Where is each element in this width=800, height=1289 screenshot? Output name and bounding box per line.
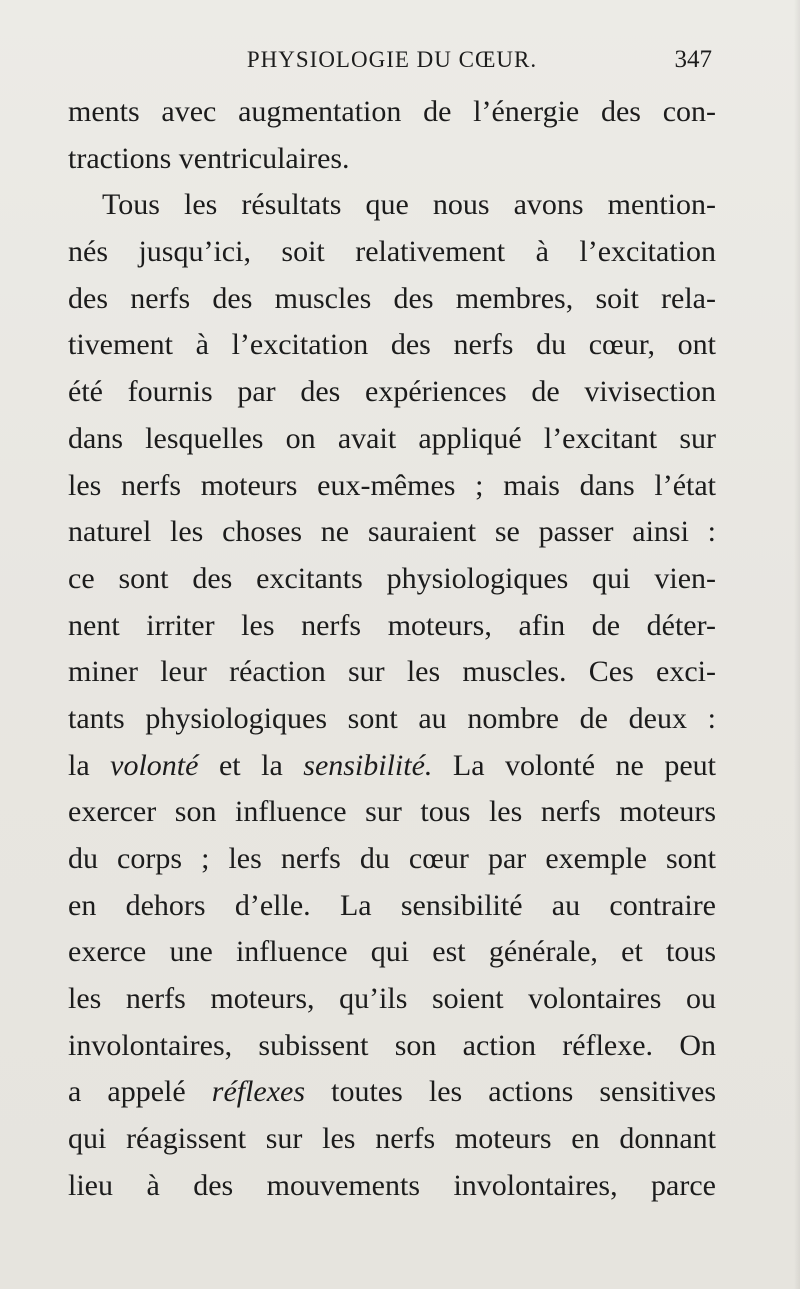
text-line: [68, 1163, 716, 1210]
text-span: la: [68, 748, 111, 782]
text-span: exerce une influence qui est générale, et tous: [68, 935, 716, 969]
running-head: [68, 44, 716, 76]
italic-term: sensibilité.: [303, 748, 433, 782]
text-span: exercer son influence sur tous les nerfs moteurs: [68, 795, 716, 829]
text-line: [68, 509, 716, 556]
text-line: [68, 322, 716, 369]
text-line: [68, 649, 716, 696]
text-span: tants physiologiques sont au nombre de deux :: [68, 701, 716, 735]
page-edge-shadow: [794, 0, 800, 1289]
body-text: [68, 89, 716, 1210]
text-span: du corps ; les nerfs du cœur par exemple sont: [68, 842, 716, 875]
text-span: naturel les choses ne sauraient se passer ainsi :: [68, 515, 716, 549]
text-line: [68, 603, 716, 650]
text-line: [68, 463, 716, 510]
text-span: involontaires, subissent son action réflexe. On: [68, 1028, 716, 1062]
text-line: [68, 883, 716, 930]
text-line: [68, 1069, 716, 1116]
text-span: été fournis par des expériences de vivisection: [68, 375, 716, 409]
text-span: toutes les actions sensitives: [305, 1075, 716, 1109]
text-span: ments avec augmentation de l’énergie des con-: [68, 95, 716, 128]
text-line: [68, 696, 716, 743]
text-span: lieu à des mouvements involontaires, parce: [68, 1168, 716, 1202]
text-line: [68, 369, 716, 416]
text-span: nés jusqu’ici, soit relativement à l’excitation: [68, 235, 716, 269]
text-span: nent irriter les nerfs moteurs, afin de déter-: [68, 608, 716, 642]
text-span: tractions ventriculaires.: [68, 141, 350, 175]
text-line: [68, 1116, 716, 1163]
text-span: Tous les résultats que nous avons mention-: [102, 188, 716, 222]
text-span: dans lesquelles on avait appliqué l’excitant sur: [68, 421, 716, 455]
text-line: [68, 136, 716, 183]
text-line: [68, 743, 716, 790]
text-line: [68, 836, 716, 883]
running-title: PHYSIOLOGIE DU CŒUR.: [246, 47, 538, 72]
italic-term: réflexes: [211, 1075, 306, 1109]
text-span: et la: [198, 748, 304, 782]
text-span: des nerfs des muscles des membres, soit rela-: [68, 281, 716, 315]
text-line: [68, 789, 716, 836]
text-span: a appelé: [68, 1075, 212, 1109]
text-line: [68, 89, 716, 136]
page-number: 347: [674, 46, 712, 73]
text-span: ce sont des excitants physiologiques qui vien-: [68, 561, 716, 595]
text-span: La volonté ne peut: [432, 748, 716, 782]
text-span: miner leur réaction sur les muscles. Ces exci-: [68, 655, 716, 689]
text-span: en dehors d’elle. La sensibilité au contraire: [68, 888, 716, 922]
text-line: [68, 229, 716, 276]
text-line: [68, 182, 716, 229]
text-span: les nerfs moteurs eux-mêmes ; mais dans l’état: [68, 468, 716, 502]
text-span: les nerfs moteurs, qu’ils soient volontaires ou: [68, 982, 716, 1016]
italic-term: volonté: [110, 748, 199, 782]
text-line: [68, 556, 716, 603]
text-line: [68, 416, 716, 463]
text-span: tivement à l’excitation des nerfs du cœur, ont: [68, 328, 716, 362]
text-line: [68, 1023, 716, 1070]
text-line: [68, 929, 716, 976]
text-line: [68, 976, 716, 1023]
text-span: qui réagissent sur les nerfs moteurs en donnant: [68, 1122, 716, 1156]
text-line: [68, 276, 716, 323]
